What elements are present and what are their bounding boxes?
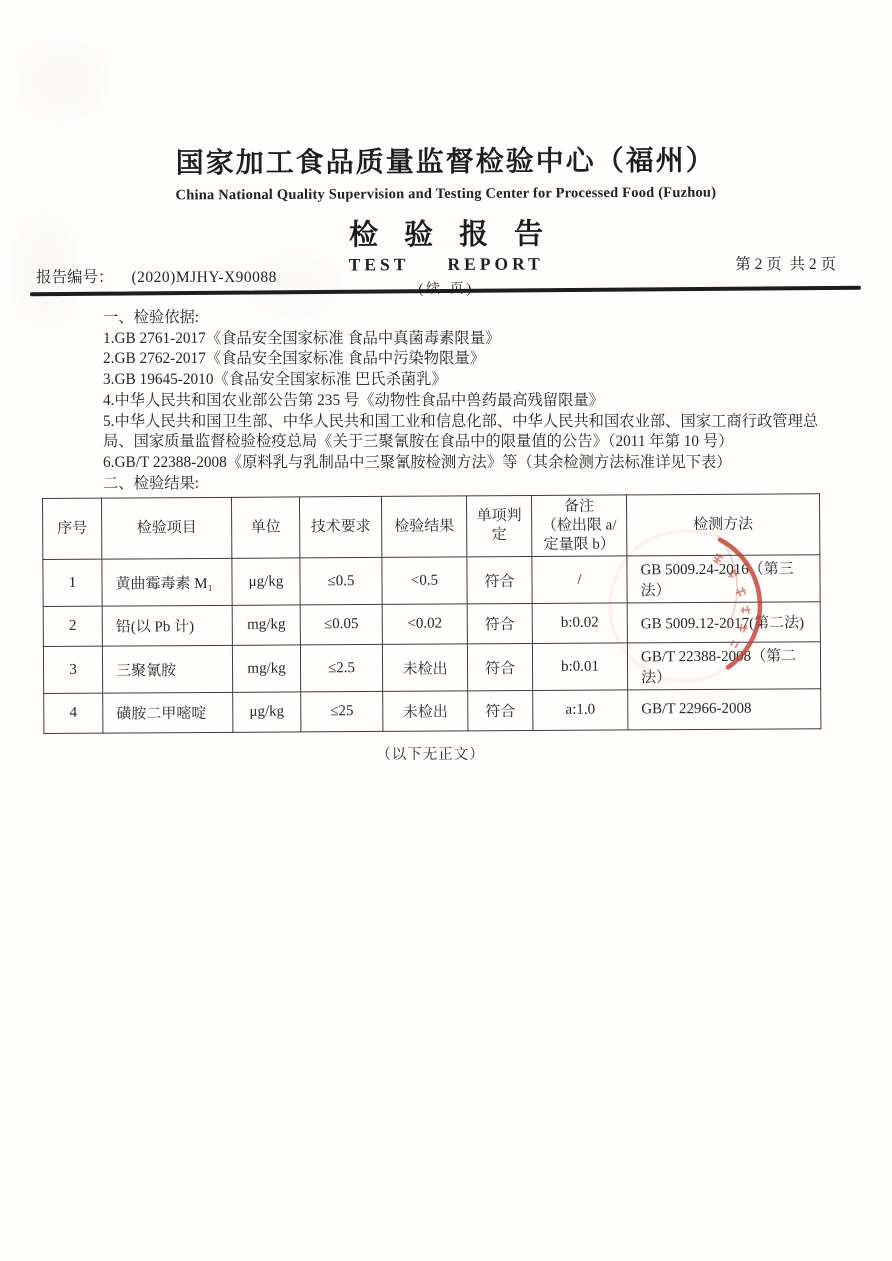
table-row: [43, 602, 820, 647]
basis-item: 6.GB/T 22388-2008《原料乳与乳制品中三聚氰胺检测方法》等（其余检测方法标准详见下表）: [103, 453, 732, 471]
cell-method: GB 5009.12-2017(第二法): [627, 602, 820, 643]
cell-remark: b:0.02: [532, 604, 627, 645]
cell-unit: mg/kg: [232, 646, 300, 693]
col-header-method: 检测方法: [626, 494, 819, 556]
cell-remark: a:1.0: [533, 691, 628, 732]
cell-result: <0.5: [382, 557, 467, 605]
scan-smudge: [18, 40, 108, 120]
cell-requirement: ≤2.5: [300, 645, 382, 693]
cell-result: 未检出: [382, 644, 467, 692]
col-header-requirement: 技术要求: [299, 497, 381, 559]
page-indicator: 第 2 页 共 2 页: [735, 256, 836, 273]
cell-item: 铅(以 Pb 计): [102, 606, 232, 647]
basis-item: 4.中华人民共和国农业部公告第 235 号《动物性食品中兽药最高残留限量》: [103, 391, 604, 409]
basis-item: 2.GB 2762-2017《食品安全国家标准 食品中污染物限量》: [103, 350, 485, 368]
cell-unit: μg/kg: [232, 559, 300, 606]
table-row: [43, 642, 820, 694]
results-heading: 二、检验结果:: [103, 474, 200, 492]
cell-item: 三聚氰胺: [102, 646, 232, 694]
cell-method: GB 5009.24-2016（第三法）: [627, 555, 820, 603]
table-row: [44, 689, 821, 734]
col-header-judgement: 单项判定: [466, 496, 531, 558]
cell-requirement: ≤25: [301, 692, 383, 733]
report-number-label: 报告编号：: [36, 269, 114, 286]
basis-item: 3.GB 19645-2010《食品安全国家标准 巴氏杀菌乳》: [103, 371, 447, 389]
cell-remark: /: [532, 557, 627, 605]
report-number-value: (2020)MJHY-X90088: [131, 269, 277, 286]
basis-heading: 一、检验依据:: [103, 309, 200, 326]
cell-result: 未检出: [383, 691, 468, 732]
col-header-unit: 单位: [231, 497, 299, 559]
col-header-remark: 备注 （检出限 a/ 定量限 b）: [531, 495, 626, 557]
table-header-row: [43, 494, 820, 560]
cell-requirement: ≤0.05: [300, 605, 382, 646]
col-header-item: 检验项目: [102, 498, 232, 560]
cell-item: 黄曲霉毒素 M₁: [102, 559, 232, 607]
cell-result: <0.02: [382, 604, 467, 645]
cell-method: GB/T 22966-2008: [628, 689, 821, 730]
cell-seq: 3: [43, 647, 102, 694]
cell-judgement: 符合: [467, 557, 532, 604]
center-name-en: China National Quality Supervision and Testing Center for Processed Food (Fuzhou): [175, 184, 717, 204]
basis-item: 5.中华人民共和国卫生部、中华人民共和国工业和信息化部、中华人民共和国农业部、国家工商行政管理总局、国家质量监督检验检疫总局《关于三聚氰胺在食品中的限量值的公告》（2011 年第 10 号）: [103, 412, 819, 451]
test-basis-section: [103, 308, 819, 494]
cell-remark: b:0.01: [532, 644, 627, 692]
col-header-result: 检验结果: [381, 496, 466, 558]
cell-unit: mg/kg: [232, 606, 300, 646]
cell-judgement: 符合: [467, 644, 532, 691]
report-body: [0, 308, 892, 764]
cell-requirement: ≤0.5: [300, 558, 382, 606]
report-title-en: TEST REPORT: [348, 253, 544, 275]
cell-unit: μg/kg: [233, 693, 301, 733]
table-row: [43, 555, 820, 607]
cell-judgement: 符合: [467, 604, 532, 644]
cell-seq: 4: [44, 694, 103, 734]
cell-judgement: 符合: [468, 691, 533, 731]
cell-method: GB/T 22388-2008（第二法）: [627, 642, 820, 690]
cell-seq: 1: [43, 560, 102, 607]
end-of-text-note: （以下无正文）: [376, 746, 485, 763]
cell-item: 磺胺二甲嘧啶: [103, 693, 233, 734]
col-header-seq: 序号: [43, 498, 102, 560]
test-results-table: [42, 494, 821, 735]
report-title-cn: 检验报告: [348, 218, 570, 252]
basis-item: 1.GB 2761-2017《食品安全国家标准 食品中真菌毒素限量》: [103, 329, 501, 347]
center-name-cn: 国家加工食品质量监督检验中心（福州）: [175, 145, 716, 180]
cell-seq: 2: [43, 607, 102, 647]
report-number-line: [36, 265, 277, 287]
